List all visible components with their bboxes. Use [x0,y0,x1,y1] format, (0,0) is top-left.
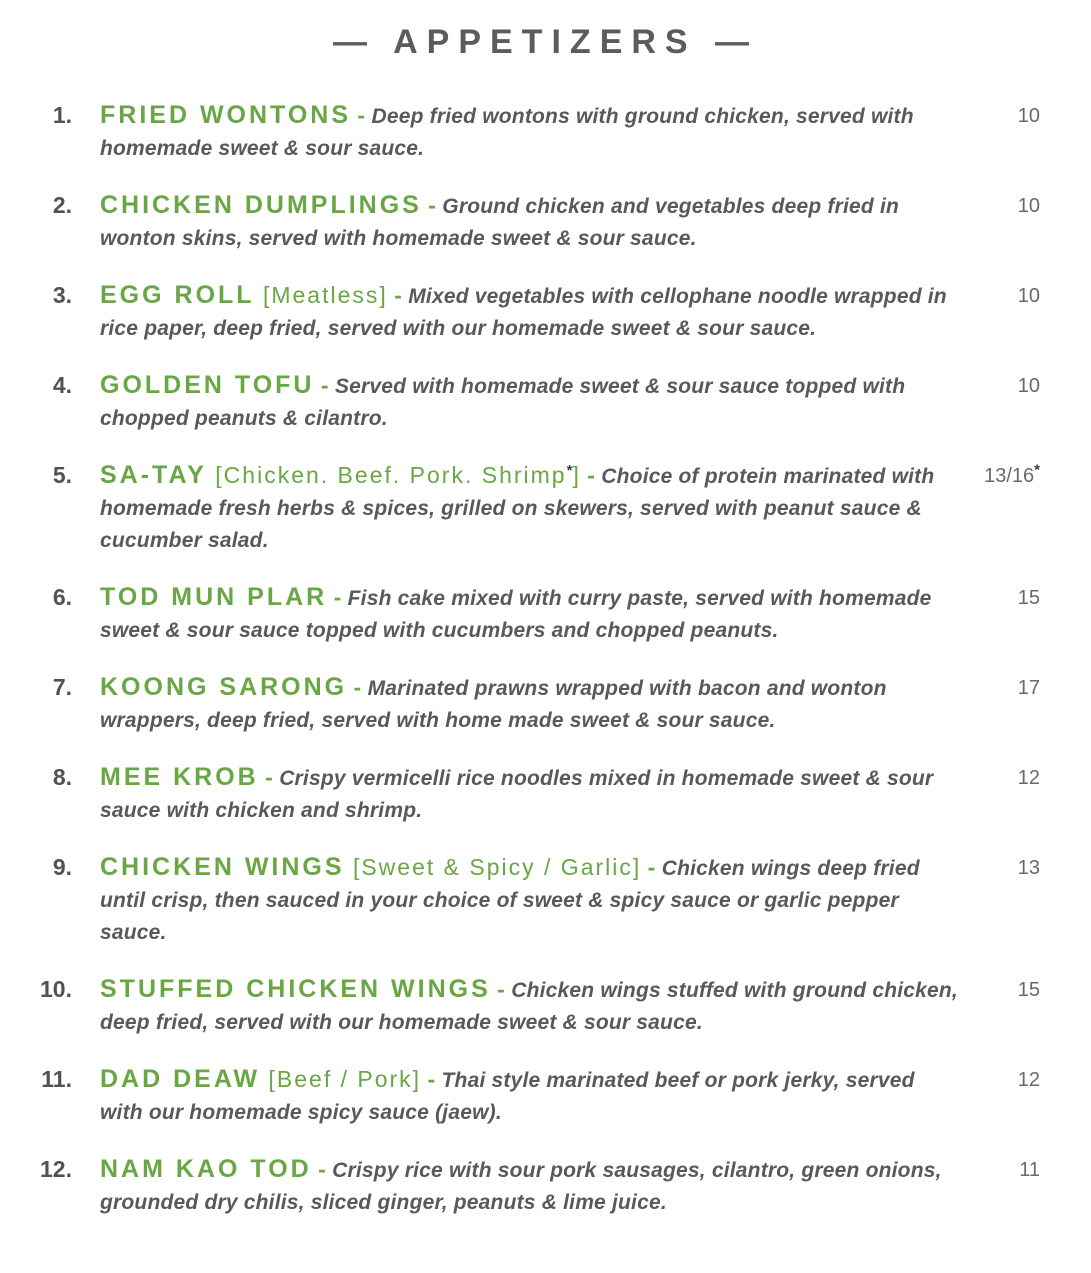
item-title: NAM KAO TOD [100,1155,312,1183]
item-description: Marinated prawns wrapped with bacon and wonton wrappers, deep fried, served with home made sweet & sour sauce. [100,677,887,732]
item-text [100,189,962,255]
item-description: Fish cake mixed with curry paste, served with homemade sweet & sour sauce topped with cucumbers and chopped peanuts. [100,587,932,642]
price-value: 11 [1019,1159,1040,1181]
item-text [100,973,962,1039]
title-description-separator: - [490,976,512,1002]
title-description-separator: - [387,282,409,308]
item-text [100,581,962,647]
title-description-separator: - [421,1066,442,1092]
price-asterisk-icon: * [1034,461,1040,479]
item-number: 3. [52,282,72,308]
item-text [100,1153,962,1219]
item-number: 1. [52,102,72,128]
item-text [100,671,962,737]
item-price [970,581,1040,615]
item-number: 12. [40,1156,72,1182]
item-title: MEE KROB [100,763,259,791]
price-value: 10 [1017,375,1040,397]
item-number: 5. [52,462,72,488]
item-description: Mixed vegetables with cellophane noodle wrapped in rice paper, deep fried, served with our homemade sweet & sour sauce. [100,285,947,340]
item-bracket-note: [Chicken. Beef. Pork. Shrimp [206,462,567,488]
title-description-separator: - [580,462,602,488]
item-bracket-note: [Meatless] [254,282,388,308]
item-description: Choice of protein marinated with homemade fresh herbs & spices, grilled on skewers, served with peanut sauce & cucumber salad. [100,465,935,552]
section-title: — APPETIZERS — [332,23,759,61]
item-number: 4. [52,372,72,398]
item-bracket-note: [Sweet & Spicy / Garlic] [344,854,642,880]
item-price [970,1153,1040,1187]
title-description-separator: - [311,1156,333,1182]
title-description-separator: - [351,102,372,128]
price-value: 13 [1017,857,1040,879]
item-price [970,671,1040,705]
bracket-asterisk-icon: * [566,462,573,479]
item-text [100,369,962,435]
item-bracket-close: ] [572,462,581,488]
menu-item [0,279,1040,345]
item-price [970,761,1040,795]
menu-item-list [0,99,1040,1219]
item-title: SA-TAY [100,461,207,489]
price-value: 15 [1017,979,1040,1001]
menu-item [0,369,1040,435]
title-description-separator: - [314,372,335,398]
item-number: 9. [52,854,72,880]
item-title: DAD DEAW [100,1065,261,1093]
item-price [970,851,1040,885]
item-price [970,189,1040,223]
item-text [100,851,962,949]
menu-item [0,1153,1040,1219]
title-description-separator: - [347,674,368,700]
item-number: 7. [52,674,72,700]
price-value: 15 [1017,587,1040,609]
price-value: 17 [1017,677,1040,699]
item-number: 2. [52,192,72,218]
price-value: 12 [1017,1069,1040,1091]
item-title: KOONG SARONG [100,673,348,701]
item-price [970,973,1040,1007]
item-title: FRIED WONTONS [100,101,352,129]
item-number: 11. [41,1066,72,1092]
item-title: EGG ROLL [100,281,255,309]
item-number: 10. [40,976,72,1002]
item-text [100,761,962,827]
price-value: 10 [1017,285,1040,307]
menu-item [0,1063,1040,1129]
menu-item [0,761,1040,827]
menu-item [0,581,1040,647]
price-value: 10 [1017,105,1040,127]
item-text [100,99,962,165]
item-text [100,279,962,345]
item-description: Crispy vermicelli rice noodles mixed in homemade sweet & sour sauce with chicken and shrimp. [100,767,934,822]
item-description: Ground chicken and vegetables deep fried in wonton skins, served with homemade sweet & sour sauce. [100,195,900,250]
item-price [970,459,1040,493]
item-description: Chicken wings deep fried until crisp, then sauced in your choice of sweet & spicy sauce or garlic pepper sauce. [100,857,920,944]
item-description: Crispy rice with sour pork sausages, cilantro, green onions, grounded dry chilis, sliced ginger, peanuts & lime juice. [100,1159,942,1214]
menu-item [0,189,1040,255]
item-price [970,1063,1040,1097]
item-description: Chicken wings stuffed with ground chicken, deep fried, served with our homemade sweet & sour sauce. [100,979,958,1034]
item-title: TOD MUN PLAR [100,583,328,611]
menu-item [0,851,1040,949]
item-text [100,1063,962,1129]
item-title: CHICKEN DUMPLINGS [100,191,422,219]
menu-item [0,99,1040,165]
menu-item [0,973,1040,1039]
price-value: 10 [1017,195,1040,217]
price-value: 13/16 [984,465,1035,487]
price-value: 12 [1017,767,1040,789]
title-description-separator: - [327,584,348,610]
item-price [970,369,1040,403]
item-description: Deep fried wontons with ground chicken, served with homemade sweet & sour sauce. [100,105,914,160]
menu-item [0,671,1040,737]
item-description: Served with homemade sweet & sour sauce topped with chopped peanuts & cilantro. [100,375,906,430]
menu-item [0,459,1040,557]
item-title: GOLDEN TOFU [100,371,315,399]
item-price [970,99,1040,133]
title-description-separator: - [421,192,443,218]
item-title: STUFFED CHICKEN WINGS [100,975,491,1003]
item-description: Thai style marinated beef or pork jerky, served with our homemade spicy sauce (jaew). [100,1069,915,1124]
item-text [100,459,962,557]
title-description-separator: - [258,764,280,790]
item-bracket-note: [Beef / Pork] [260,1066,422,1092]
item-number: 8. [52,764,72,790]
item-price [970,279,1040,313]
title-description-separator: - [641,854,662,880]
item-title: CHICKEN WINGS [100,853,345,881]
item-number: 6. [52,584,72,610]
